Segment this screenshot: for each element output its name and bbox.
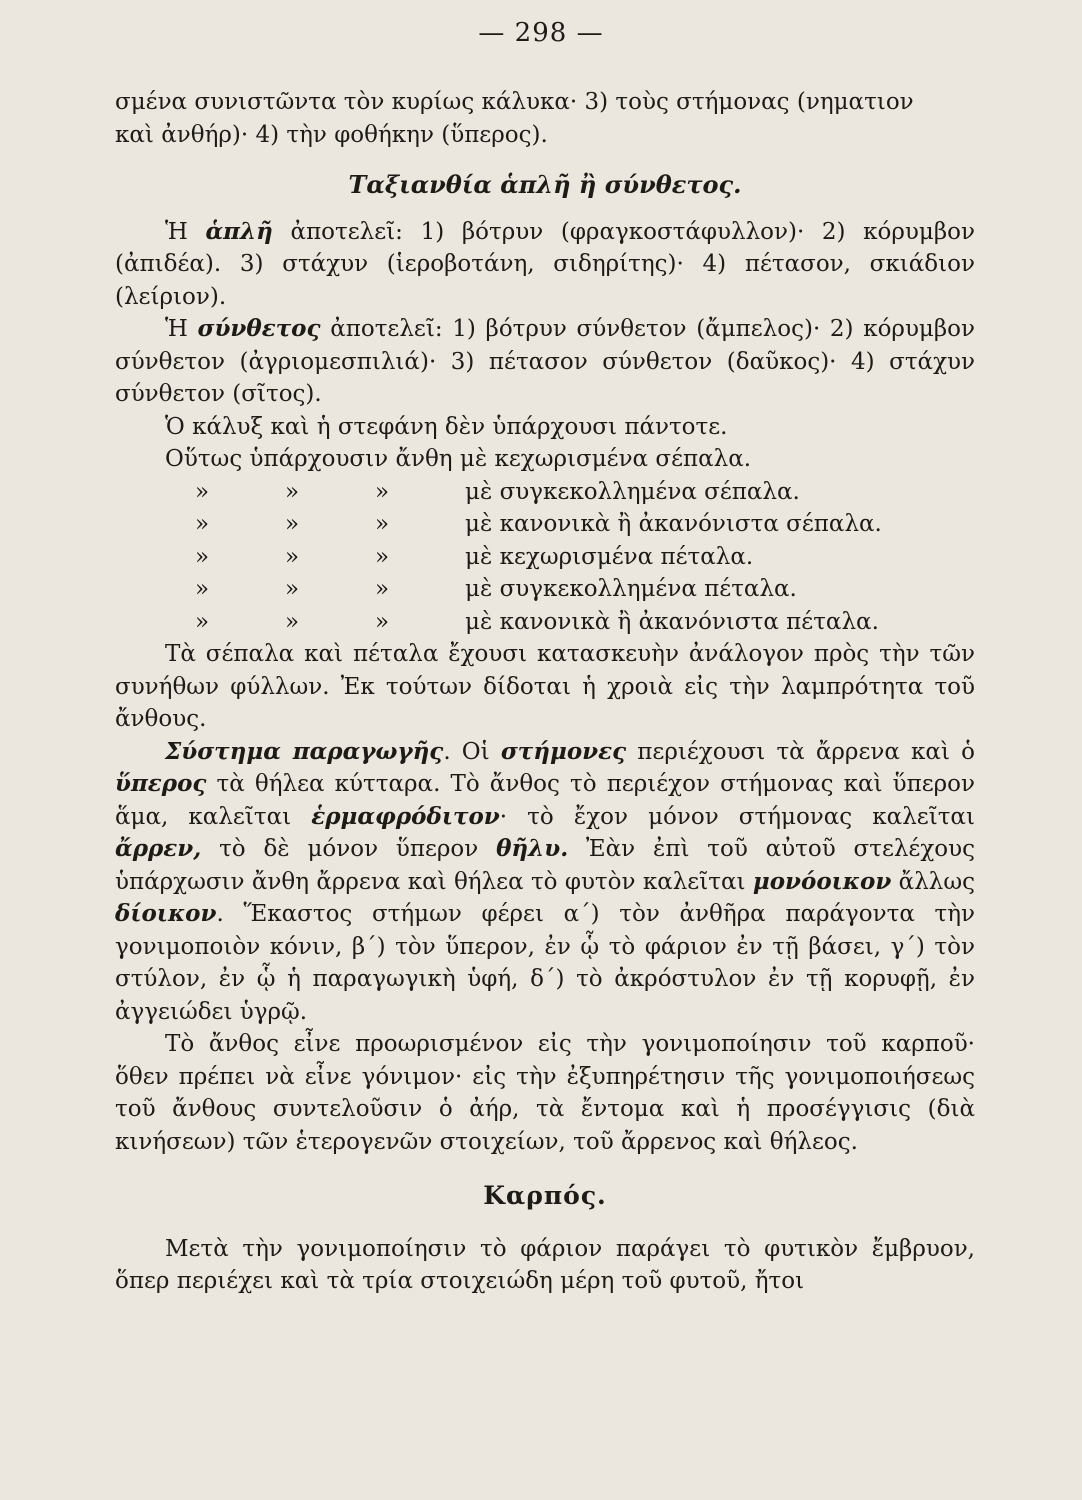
text-run: τὰ θήλεα κύτταρα. Τὸ ἄνθος τὸ περιέχον στήμονας καὶ ὕπερον ἅμα, καλεῖται: [115, 771, 975, 830]
ditto-mark: »: [375, 478, 390, 505]
text-run: Ἐὰν ἐπὶ τοῦ αὐτοῦ στελέχους ὑπάρχωσιν ἄνθη ἄρρενα καὶ θήλεα τὸ φυτὸν καλεῖται: [115, 836, 975, 895]
line-opening-2: καὶ ἀνθήρ)· 4) τὴν φοθήκην (ὕπερος).: [115, 121, 548, 148]
term-monoecious: μονόοικον: [752, 867, 892, 895]
ditto-row-text: μὲ κανονικὰ ἢ ἀκανόνιστα πέταλα.: [465, 608, 879, 635]
compound-rest: ἀποτελεῖ: 1) βότρυν σύνθετον (ἄμπελος)· 2) κόρυμβον σύνθετον (ἀγριομεσπιλιά)· 3) πέτασον σύνθετον (δαῦκος)· 4) στάχυν σύνθετον (σῖτος).: [115, 316, 975, 407]
term-compound: σύνθετος: [197, 315, 321, 342]
text-run: τὸ δὲ μόνον ὕπερον: [201, 836, 497, 862]
text-run: . Ἕκαστος στήμων φέρει α΄) τὸν ἀνθῆρα παράγοντα τὴν γονιμοποιὸν κόνιν, β΄) τὸν ὕπερον, ἐν ᾧ τὸ φάριον ἐν τῇ βάσει, γ΄) τὸν στύλον, ἐν ᾧ ἡ παραγωγικὴ ὑφή, δ΄) τὸ ἀκρόστυλον ἐν τῇ κορυφῇ, ἐν ἀγγειώδει ὑγρῷ.: [115, 901, 975, 1025]
ditto-mark: »: [285, 543, 300, 570]
ditto-mark: »: [375, 608, 390, 635]
ditto-row-4: [115, 573, 975, 606]
line-opening-1: σμένα συνιστῶντα τὸν κυρίως κάλυκα· 3) τοὺς στήμονας (νηματιον: [115, 89, 914, 115]
ditto-row-1: [115, 476, 975, 509]
paragraph-karpos: Μετὰ τὴν γονιμοποίησιν τὸ φάριον παράγει τὸ φυτικὸν ἔμβρυον, ὅπερ περιέχει καὶ τὰ τρία στοιχειώδη μέρη τοῦ φυτοῦ, ἤτοι: [115, 1235, 975, 1294]
ditto-mark: »: [285, 478, 300, 505]
term-female: θῆλυ.: [496, 835, 569, 862]
page-number: — 298 —: [478, 18, 604, 48]
paragraph-anthos: Τὸ ἄνθος εἶνε προωρισμένον εἰς τὴν γονιμοποίησιν τοῦ καρποῦ· ὅθεν πρέπει νὰ εἶνε γόνιμον· εἰς τὴν ἐξυπηρέτησιν τῆς γονιμοποιήσεως τοῦ ἄνθους συντελοῦσιν ὁ ἀήρ, τὰ ἔντομα καὶ ἡ προσέγγισις (διὰ κινήσεων) τῶν ἑτερογενῶν στοιχείων, τοῦ ἄρρενος καὶ θήλεος.: [115, 1031, 975, 1155]
ditto-mark: »: [195, 511, 210, 537]
paragraph-sepala: Τὰ σέπαλα καὶ πέταλα ἔχουσι κατασκευὴν ἀνάλογον πρὸς τὴν τῶν συνήθων φύλλων. Ἐκ τούτων δίδοται ἡ χροιὰ εἰς τὴν λαμπρότητα τοῦ ἄνθους.: [115, 641, 975, 732]
ditto-mark: »: [195, 576, 210, 602]
ditto-row-2: [115, 508, 975, 541]
term-pistil: ὕπερος: [115, 770, 207, 797]
simple-rest: ἀποτελεῖ: 1) βότρυν (φραγκοστάφυλλον)· 2) κόρυμβον (ἀπιδέα). 3) στάχυν (ἱεροβοτάνη, σιδηρίτης)· 4) πέτασον, σκιάδιον (λείριον).: [115, 218, 975, 310]
term-dioecious: δίοικον: [115, 900, 217, 927]
ditto-mark: »: [285, 608, 300, 635]
ditto-row-text: μὲ κανονικὰ ἢ ἀκανόνιστα σέπαλα.: [465, 511, 882, 537]
ditto-mark: »: [195, 478, 210, 505]
ditto-mark: »: [285, 511, 300, 537]
ditto-mark: »: [375, 511, 390, 537]
ditto-mark: »: [375, 543, 390, 570]
ditto-row-5: [115, 606, 975, 639]
paragraph-calyx: Ὁ κάλυξ καὶ ἡ στεφάνη δὲν ὑπάρχουσι πάντοτε.: [165, 413, 728, 440]
ditto-row-text: μὲ συγκεκολλημένα σέπαλα.: [465, 478, 800, 505]
term-simple: ἁπλῆ: [205, 217, 273, 245]
ditto-row-text: μὲ συγκεκολλημένα πέταλα.: [465, 576, 797, 602]
ditto-mark: »: [195, 608, 210, 635]
compound-prefix: Ἡ: [165, 316, 198, 342]
text-run: ἄλλως: [891, 868, 976, 895]
ditto-mark: »: [375, 576, 390, 602]
text-run: · τὸ ἔχον μόνον στήμονας καλεῖται: [499, 803, 975, 830]
term-hermaphrodite: ἑρμαφρόδιτον: [311, 802, 500, 830]
ditto-mark: »: [285, 576, 300, 602]
paragraph-reproduction: [115, 736, 975, 1029]
ditto-row-text: μὲ κεχωρισμένα πέταλα.: [465, 543, 754, 570]
paragraph-simple: [115, 216, 975, 314]
ditto-mark: »: [195, 543, 210, 570]
heading-karpos: Καρπός.: [483, 1181, 607, 1210]
term-reproduction-system: Σύστημα παραγωγῆς: [165, 737, 444, 765]
term-male: ἄρρεν,: [115, 835, 202, 862]
heading-taxiandia: Ταξιανθία ἁπλῆ ἢ σύνθετος.: [348, 170, 742, 199]
page-body: [115, 86, 975, 1298]
ditto-row-3: [115, 541, 975, 574]
term-stamens: στήμονες: [500, 737, 627, 765]
paragraph-compound: [115, 313, 975, 411]
paragraph-outos: Οὕτως ὑπάρχουσιν ἄνθη μὲ κεχωρισμένα σέπαλα.: [165, 446, 752, 472]
simple-prefix: Ἡ: [165, 218, 206, 245]
text-run: . Οἱ: [443, 738, 501, 765]
text-run: περιέχουσι τὰ ἄρρενα καὶ ὁ: [626, 738, 975, 765]
